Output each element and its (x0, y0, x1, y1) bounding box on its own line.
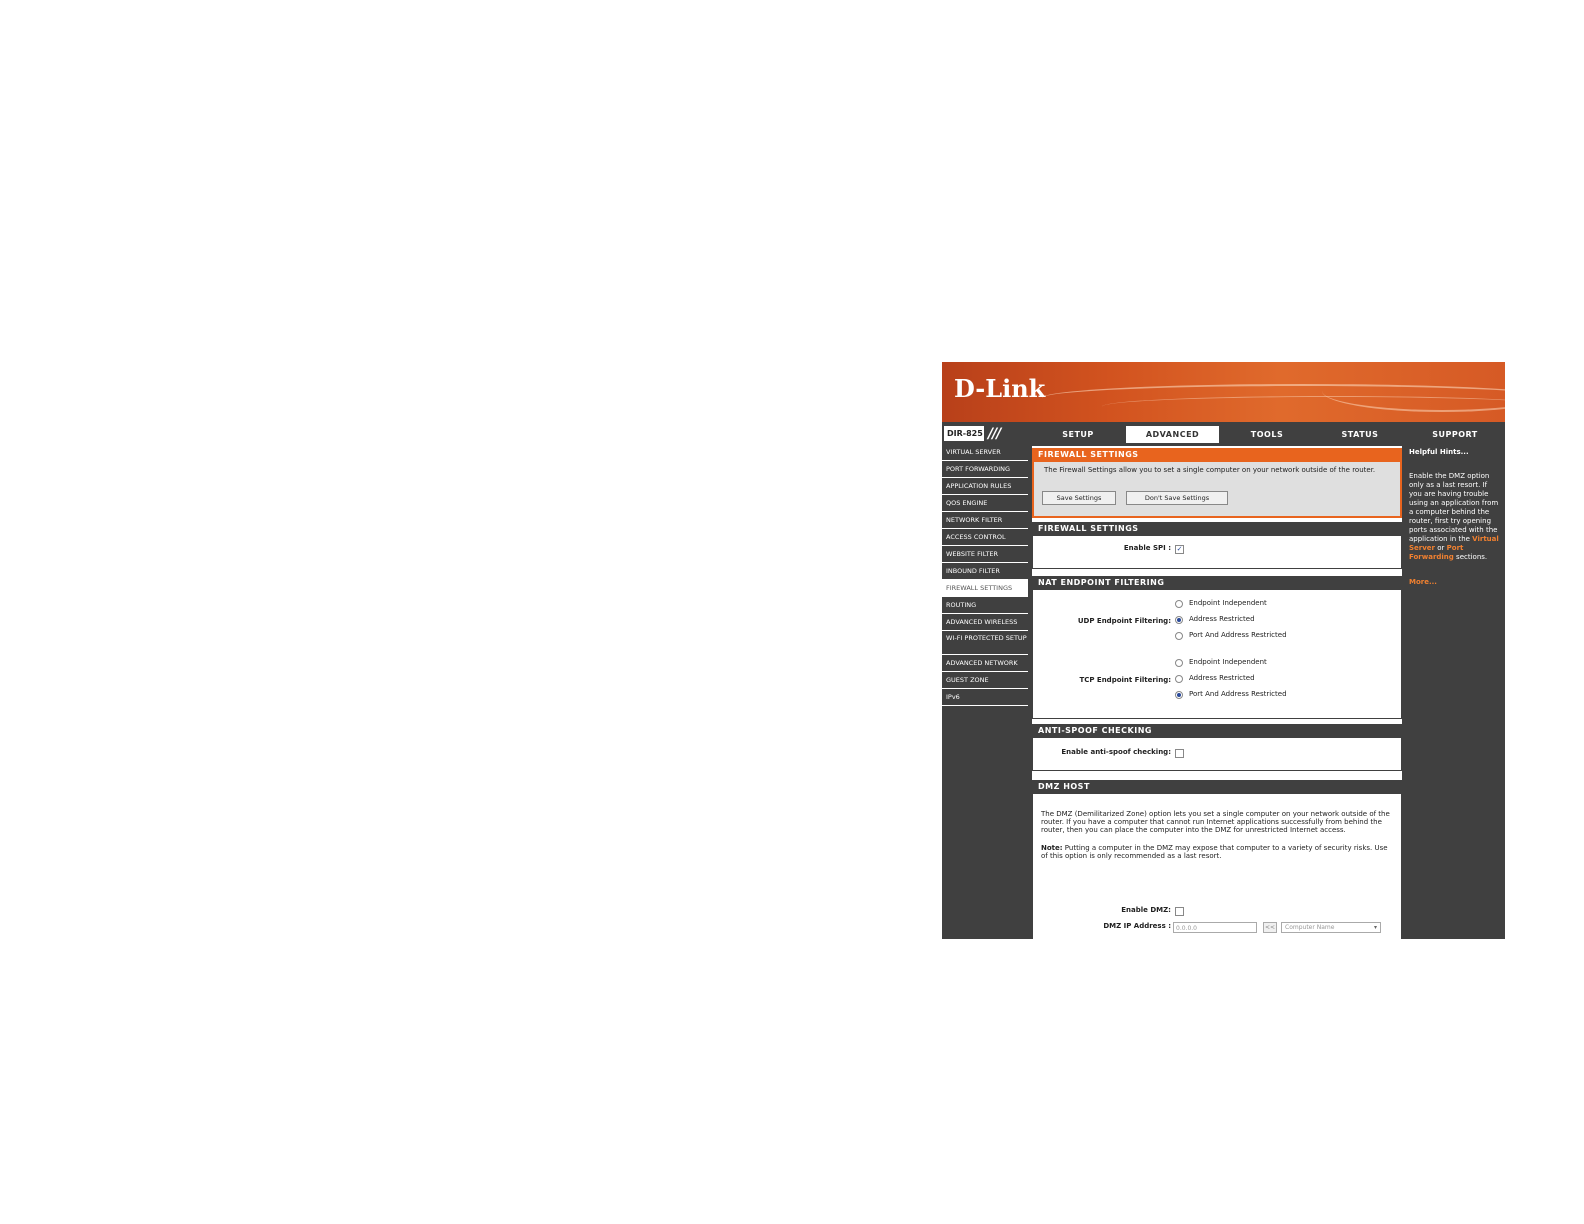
tab-advanced[interactable]: ADVANCED (1126, 426, 1219, 443)
udp-option-label: Address Restricted (1189, 615, 1255, 623)
tcp-endpoint-independent-radio[interactable] (1175, 659, 1183, 667)
sidebar-item-inbound-filter[interactable]: INBOUND FILTER (942, 563, 1028, 580)
anti-spoof-body (1032, 738, 1402, 771)
anti-spoof-section (1032, 724, 1402, 771)
main-content (1032, 446, 1402, 939)
hints-text-or: or (1437, 544, 1445, 552)
firewall-settings-body (1032, 536, 1402, 569)
sidebar-item-virtual-server[interactable]: VIRTUAL SERVER (942, 444, 1028, 461)
anti-spoof-label: Enable anti-spoof checking: (1061, 748, 1171, 756)
helpful-hints-panel (1405, 446, 1503, 939)
firewall-settings-section (1032, 522, 1402, 569)
dont-save-settings-button[interactable]: Don't Save Settings (1126, 491, 1228, 505)
header-banner (942, 362, 1505, 422)
copy-computer-button[interactable]: << (1264, 924, 1276, 931)
tab-setup[interactable]: SETUP (1062, 430, 1094, 439)
dlink-logo: D-Link (954, 374, 1046, 403)
anti-spoof-checkbox[interactable] (1175, 749, 1184, 758)
sidebar-item-network-filter[interactable]: NETWORK FILTER (942, 512, 1028, 529)
enable-dmz-checkbox[interactable] (1175, 907, 1184, 916)
tab-tools[interactable]: TOOLS (1250, 430, 1284, 439)
sidebar-item-routing[interactable]: ROUTING (942, 597, 1028, 614)
udp-endpoint-independent-radio[interactable] (1175, 600, 1183, 608)
intro-text: The Firewall Settings allow you to set a single computer on your network outside of the router. (1044, 466, 1376, 474)
enable-spi-label: Enable SPI : (1123, 544, 1171, 552)
hints-text-body: Enable the DMZ option only as a last resort. If you are having trouble using an application from a computer behind the router, first try opening ports associated with the application in the (1409, 472, 1499, 543)
tcp-option-label: Address Restricted (1189, 674, 1255, 682)
intro-body (1032, 462, 1402, 518)
router-admin-window (942, 362, 1505, 939)
udp-option-label: Endpoint Independent (1189, 599, 1267, 607)
sidebar-item-wifi-protected-setup[interactable]: WI-FI PROTECTED SETUP (942, 631, 1028, 655)
nat-endpoint-filtering-section (1032, 576, 1402, 719)
section-title: DMZ HOST (1032, 780, 1402, 794)
port-forwarding-link[interactable]: Port Forwarding (1409, 544, 1464, 561)
sidebar-item-qos-engine[interactable]: QOS ENGINE (942, 495, 1028, 512)
udp-port-address-restricted-radio[interactable] (1175, 632, 1183, 640)
chevron-down-icon: ▾ (1373, 924, 1377, 931)
sidebar-item-advanced-network[interactable]: ADVANCED NETWORK (942, 655, 1028, 672)
sidebar-item-access-control[interactable]: ACCESS CONTROL (942, 529, 1028, 546)
section-title: FIREWALL SETTINGS (1032, 448, 1402, 462)
top-nav-bar (942, 424, 1505, 444)
slash-divider-icon: /// (988, 426, 1001, 442)
dmz-ip-field[interactable]: 0.0.0.0 (1173, 922, 1257, 933)
model-label: DIR-825 (944, 426, 984, 441)
sidebar-item-guest-zone[interactable]: GUEST ZONE (942, 672, 1028, 689)
section-title: NAT ENDPOINT FILTERING (1032, 576, 1402, 590)
nat-endpoint-filtering-body (1032, 590, 1402, 719)
udp-option-label: Port And Address Restricted (1189, 631, 1287, 639)
dmz-note-label: Note: (1041, 844, 1063, 852)
udp-endpoint-filtering-label: UDP Endpoint Filtering: (1077, 617, 1171, 625)
left-sidebar (942, 444, 1028, 706)
dmz-ip-label: DMZ IP Address : (1103, 922, 1171, 930)
dmz-host-body (1032, 794, 1402, 939)
more-link[interactable]: More... (1409, 578, 1437, 586)
computer-name-select-value: Computer Name (1285, 924, 1335, 931)
virtual-server-link[interactable]: Virtual Server (1409, 535, 1499, 552)
sidebar-item-ipv6[interactable]: IPv6 (942, 689, 1028, 706)
sidebar-item-advanced-wireless[interactable]: ADVANCED WIRELESS (942, 614, 1028, 631)
tcp-port-address-restricted-radio[interactable] (1175, 691, 1183, 699)
sidebar-item-application-rules[interactable]: APPLICATION RULES (942, 478, 1028, 495)
udp-address-restricted-radio[interactable] (1175, 616, 1183, 624)
hints-text-end: sections. (1456, 553, 1488, 561)
section-title: FIREWALL SETTINGS (1032, 522, 1402, 536)
dmz-note-text: Putting a computer in the DMZ may expose that computer to a variety of security risks. Use of this option is only recommended as a last resort. (1041, 844, 1388, 860)
computer-name-select[interactable] (1281, 922, 1381, 933)
enable-spi-checkbox[interactable]: ✓ (1176, 545, 1183, 553)
tcp-address-restricted-radio[interactable] (1175, 675, 1183, 683)
save-settings-button[interactable]: Save Settings (1042, 491, 1116, 505)
dmz-description: The DMZ (Demilitarized Zone) option lets you set a single computer on your network outside of the router. If you have a computer that cannot run Internet applications successfully from behind the router, then you can place the computer into the DMZ for unrestricted Internet access. (1041, 810, 1390, 834)
dmz-note (1033, 834, 1401, 860)
hints-text (1405, 458, 1503, 562)
tcp-endpoint-filtering-label: TCP Endpoint Filtering: (1079, 676, 1171, 684)
dmz-host-section (1032, 780, 1402, 939)
sidebar-item-firewall-settings[interactable]: FIREWALL SETTINGS (942, 580, 1028, 597)
sidebar-item-website-filter[interactable]: WEBSITE FILTER (942, 546, 1028, 563)
intro-section (1032, 448, 1402, 518)
section-title: ANTI-SPOOF CHECKING (1032, 724, 1402, 738)
sidebar-item-port-forwarding[interactable]: PORT FORWARDING (942, 461, 1028, 478)
enable-dmz-label: Enable DMZ: (1121, 906, 1171, 914)
tcp-option-label: Endpoint Independent (1189, 658, 1267, 666)
tcp-option-label: Port And Address Restricted (1189, 690, 1287, 698)
hints-title: Helpful Hints... (1409, 448, 1469, 456)
tab-support[interactable]: SUPPORT (1432, 430, 1478, 439)
tab-status[interactable]: STATUS (1341, 430, 1379, 439)
